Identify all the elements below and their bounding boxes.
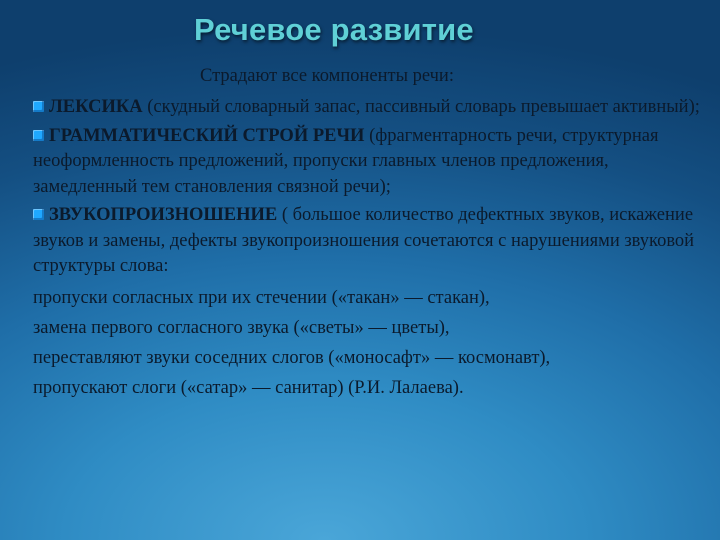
slide-title: Речевое развитие xyxy=(194,12,474,47)
square-bullet-icon xyxy=(33,101,44,112)
bullet-item-lexicon xyxy=(33,95,701,121)
bullet-term: ГРАММАТИЧЕСКИЙ СТРОЙ РЕЧИ xyxy=(49,125,365,146)
bullet-text: (фрагментарность речи, структурная неоформленность предложений, пропуски главных членов предложения, замедленный тем становления связной речи); xyxy=(33,125,659,197)
examples-list xyxy=(33,283,701,403)
bullet-text: ( большое количество дефектных звуков, искажение звуков и замены, дефекты звукопроизношения сочетаются с нарушениями звуковой структуры слова: xyxy=(33,205,695,276)
bullet-item-grammar xyxy=(33,124,701,201)
example-line: замена первого согласного звука («светы» — цветы), xyxy=(33,317,450,338)
bullet-text: (скудный словарный запас, пассивный словарь превышает активный); xyxy=(142,97,700,117)
slide-content xyxy=(33,95,701,403)
slide-subtitle: Страдают все компоненты речи: xyxy=(200,66,454,86)
example-line: пропуски согласных при их стечении («такан» — стакан), xyxy=(33,287,490,308)
bullet-term: ЗВУКОПРОИЗНОШЕНИЕ xyxy=(49,205,278,225)
example-line: пропускают слоги («сатар» — санитар) (Р.И. Лалаева). xyxy=(33,377,464,398)
example-line: переставляют звуки соседних слогов («моносафт» — космонавт), xyxy=(33,347,551,368)
square-bullet-icon xyxy=(33,209,44,220)
square-bullet-icon xyxy=(33,130,44,141)
bullet-item-pronunciation xyxy=(33,203,701,280)
bullet-term: ЛЕКСИКА xyxy=(49,97,143,117)
